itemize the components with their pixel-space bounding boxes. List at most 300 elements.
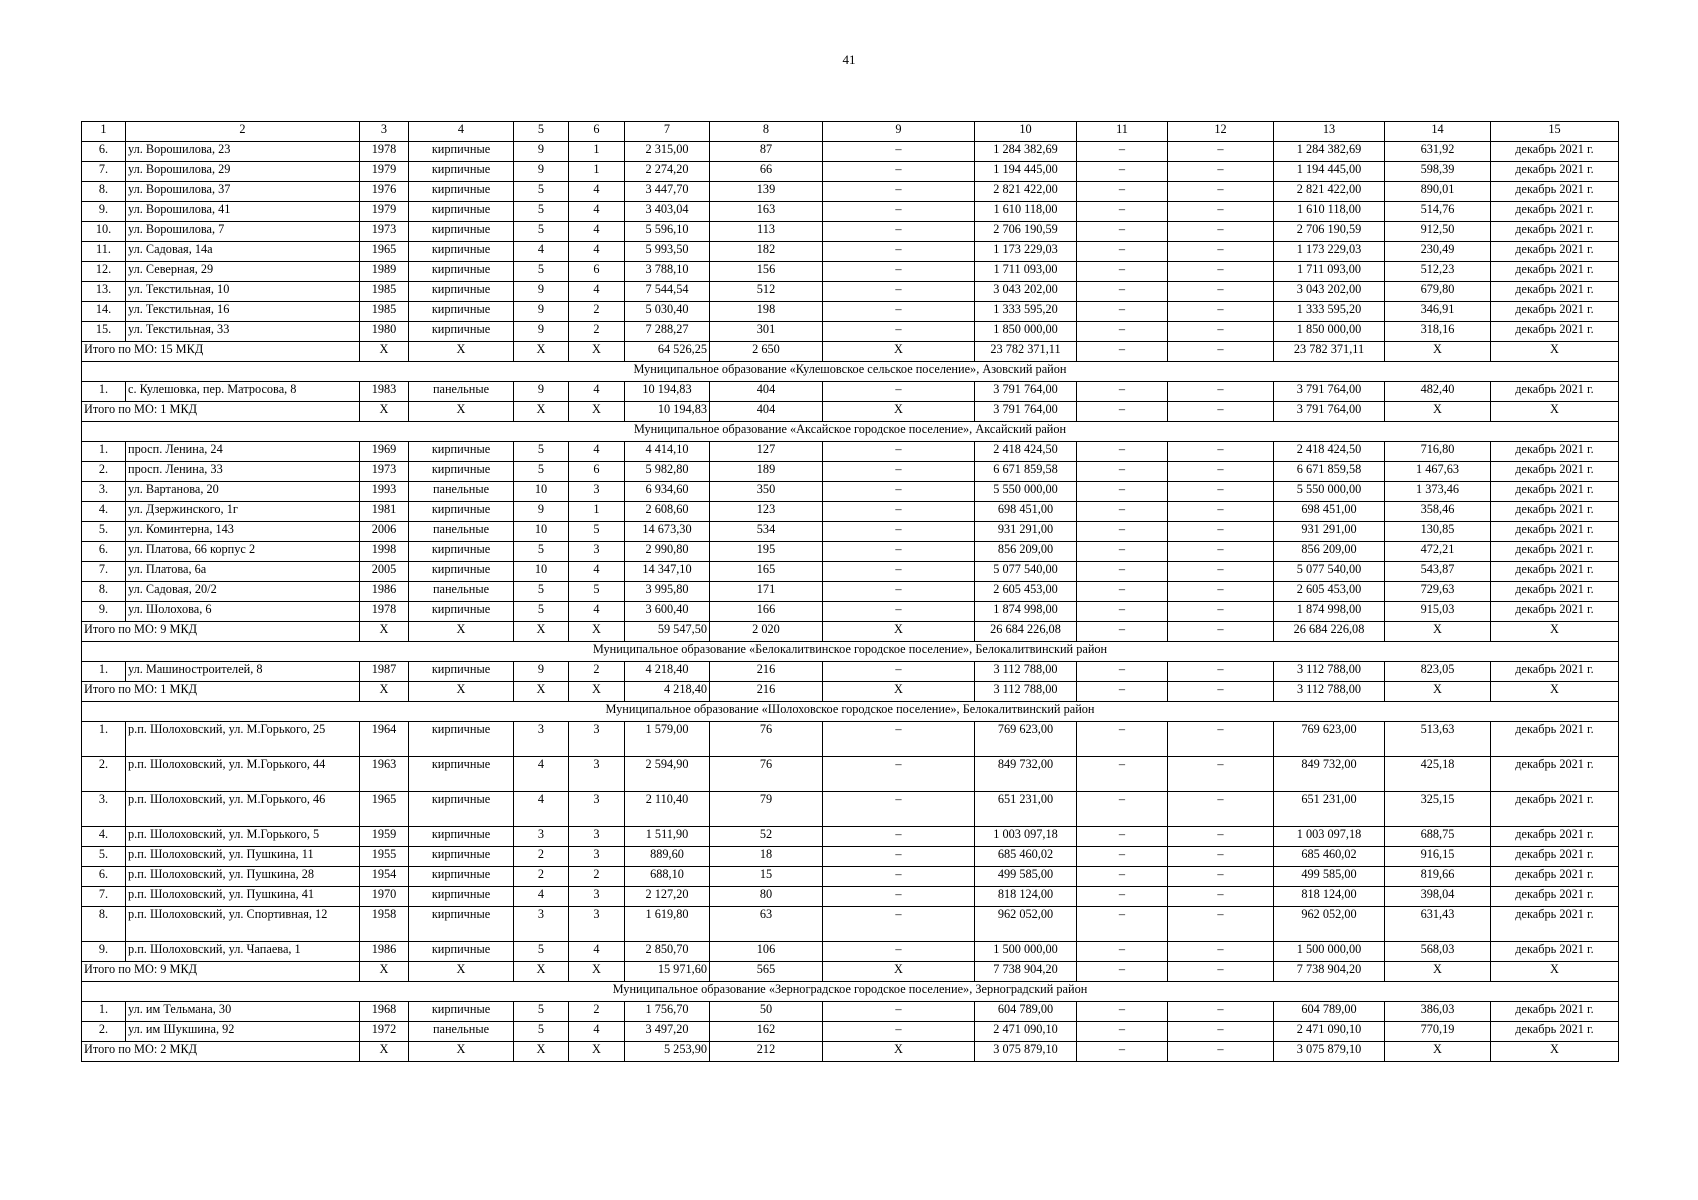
table-cell: 1987 — [360, 662, 409, 682]
table-cell: 2 — [569, 302, 625, 322]
table-cell: 7 544,54 — [625, 282, 710, 302]
table-cell: 5 — [514, 602, 569, 622]
table-cell: 2 821 422,00 — [975, 182, 1077, 202]
table-cell: 3 043 202,00 — [975, 282, 1077, 302]
header-cell: 8 — [710, 122, 823, 142]
table-cell: 162 — [710, 1022, 823, 1042]
table-cell: – — [823, 1022, 975, 1042]
table-row — [82, 542, 1619, 562]
table-cell: декабрь 2021 г. — [1491, 942, 1619, 962]
table-cell: 87 — [710, 142, 823, 162]
total-cell: X — [514, 682, 569, 702]
table-cell: 512 — [710, 282, 823, 302]
total-cell: X — [409, 402, 514, 422]
header-cell: 15 — [1491, 122, 1619, 142]
table-cell: 4 — [569, 442, 625, 462]
table-cell: 685 460,02 — [975, 847, 1077, 867]
table-cell: 6 — [569, 262, 625, 282]
table-cell: 4 — [569, 242, 625, 262]
table-cell: 9 — [514, 322, 569, 342]
table-cell: 818 124,00 — [1274, 887, 1385, 907]
table-cell: 14 673,30 — [625, 522, 710, 542]
table-cell: 651 231,00 — [1274, 792, 1385, 827]
table-cell: 350 — [710, 482, 823, 502]
table-cell: кирпичные — [409, 462, 514, 482]
total-row — [82, 682, 1619, 702]
table-cell: 4 — [514, 792, 569, 827]
table-cell: 1 500 000,00 — [975, 942, 1077, 962]
table-cell: 1979 — [360, 202, 409, 222]
table-cell: декабрь 2021 г. — [1491, 827, 1619, 847]
section-title: Муниципальное образование «Шолоховское городское поселение», Белокалитвинский район — [82, 702, 1619, 722]
table-cell: 3 — [569, 887, 625, 907]
total-cell: X — [823, 962, 975, 982]
total-cell: 2 020 — [710, 622, 823, 642]
table-cell: 11. — [82, 242, 126, 262]
table-cell: – — [1077, 722, 1168, 757]
table-cell: 5 — [569, 582, 625, 602]
table-cell: – — [823, 462, 975, 482]
total-cell: – — [1168, 1042, 1274, 1062]
table-cell: 2006 — [360, 522, 409, 542]
table-cell: – — [1077, 582, 1168, 602]
table-cell: 770,19 — [1385, 1022, 1491, 1042]
total-cell: X — [1491, 1042, 1619, 1062]
table-cell: 3 447,70 — [625, 182, 710, 202]
table-cell: 166 — [710, 602, 823, 622]
table-cell: – — [1168, 887, 1274, 907]
table-cell: – — [823, 162, 975, 182]
table-cell: кирпичные — [409, 847, 514, 867]
table-cell: – — [1077, 542, 1168, 562]
table-cell: – — [1168, 182, 1274, 202]
table-cell: – — [823, 722, 975, 757]
table-cell: кирпичные — [409, 262, 514, 282]
table-cell: декабрь 2021 г. — [1491, 867, 1619, 887]
total-cell: 4 218,40 — [625, 682, 710, 702]
table-cell: 5 — [514, 942, 569, 962]
table-cell: 849 732,00 — [1274, 757, 1385, 792]
table-cell: – — [1077, 887, 1168, 907]
table-cell: 1973 — [360, 462, 409, 482]
table-cell: 50 — [710, 1002, 823, 1022]
section-row — [82, 642, 1619, 662]
table-cell: декабрь 2021 г. — [1491, 462, 1619, 482]
total-cell: X — [1491, 682, 1619, 702]
table-cell: 1 — [569, 162, 625, 182]
table-cell: 631,92 — [1385, 142, 1491, 162]
table-cell: 1985 — [360, 302, 409, 322]
table-cell: 688,75 — [1385, 827, 1491, 847]
table-cell: декабрь 2021 г. — [1491, 162, 1619, 182]
table-cell: 1. — [82, 1002, 126, 1022]
table-cell: – — [823, 582, 975, 602]
table-cell: 15. — [82, 322, 126, 342]
table-cell: – — [1077, 142, 1168, 162]
table-cell: 5 993,50 — [625, 242, 710, 262]
table-cell: – — [1168, 582, 1274, 602]
table-cell: декабрь 2021 г. — [1491, 662, 1619, 682]
table-cell: – — [1077, 662, 1168, 682]
table-cell: 5 596,10 — [625, 222, 710, 242]
table-cell: 5 077 540,00 — [1274, 562, 1385, 582]
table-cell: кирпичные — [409, 792, 514, 827]
table-cell: 63 — [710, 907, 823, 942]
table-cell: р.п. Шолоховский, ул. М.Горького, 46 — [126, 792, 360, 827]
table-cell: р.п. Шолоховский, ул. М.Горького, 44 — [126, 757, 360, 792]
total-cell: X — [823, 682, 975, 702]
header-cell: 5 — [514, 122, 569, 142]
table-cell: просп. Ленина, 24 — [126, 442, 360, 462]
table-cell: 2 274,20 — [625, 162, 710, 182]
table-cell: р.п. Шолоховский, ул. Пушкина, 41 — [126, 887, 360, 907]
table-cell: декабрь 2021 г. — [1491, 482, 1619, 502]
table-cell: ул. Ворошилова, 41 — [126, 202, 360, 222]
table-row — [82, 792, 1619, 827]
table-cell: 9 — [514, 142, 569, 162]
table-cell: 962 052,00 — [1274, 907, 1385, 942]
table-cell: кирпичные — [409, 542, 514, 562]
table-cell: – — [1168, 522, 1274, 542]
table-cell: декабрь 2021 г. — [1491, 722, 1619, 757]
table-cell: кирпичные — [409, 502, 514, 522]
table-cell: – — [823, 542, 975, 562]
table-cell: кирпичные — [409, 142, 514, 162]
table-cell: – — [1168, 142, 1274, 162]
table-cell: панельные — [409, 482, 514, 502]
table-cell: 1955 — [360, 847, 409, 867]
table-cell: 685 460,02 — [1274, 847, 1385, 867]
table-cell: кирпичные — [409, 887, 514, 907]
table-cell: 76 — [710, 757, 823, 792]
table-cell: декабрь 2021 г. — [1491, 302, 1619, 322]
table-cell: 716,80 — [1385, 442, 1491, 462]
table-cell: 1 850 000,00 — [1274, 322, 1385, 342]
total-cell: X — [1385, 682, 1491, 702]
table-cell: – — [1077, 482, 1168, 502]
table-cell: 3. — [82, 792, 126, 827]
table-cell: 10 — [514, 482, 569, 502]
table-cell: – — [1077, 182, 1168, 202]
table-cell: 889,60 — [625, 847, 710, 867]
table-cell: – — [1077, 867, 1168, 887]
total-cell: X — [360, 1042, 409, 1062]
table-row — [82, 482, 1619, 502]
table-cell: 604 789,00 — [975, 1002, 1077, 1022]
table-cell: кирпичные — [409, 222, 514, 242]
table-cell: 2 850,70 — [625, 942, 710, 962]
table-cell: – — [1077, 847, 1168, 867]
table-cell: кирпичные — [409, 907, 514, 942]
table-cell: декабрь 2021 г. — [1491, 792, 1619, 827]
table-cell: – — [823, 562, 975, 582]
table-cell: 66 — [710, 162, 823, 182]
table-cell: 1986 — [360, 582, 409, 602]
table-row — [82, 1022, 1619, 1042]
table-cell: 4 — [569, 382, 625, 402]
table-cell: – — [1168, 847, 1274, 867]
table-cell: 1976 — [360, 182, 409, 202]
table-cell: 4 — [514, 757, 569, 792]
table-cell: 729,63 — [1385, 582, 1491, 602]
table-cell: декабрь 2021 г. — [1491, 1002, 1619, 1022]
total-cell: – — [1077, 1042, 1168, 1062]
table-row — [82, 442, 1619, 462]
total-cell: X — [569, 682, 625, 702]
total-cell: X — [823, 1042, 975, 1062]
total-cell: X — [823, 342, 975, 362]
table-cell: ул. Ворошилова, 29 — [126, 162, 360, 182]
table-cell: 1 874 998,00 — [1274, 602, 1385, 622]
total-cell: 216 — [710, 682, 823, 702]
table-cell: 3 788,10 — [625, 262, 710, 282]
table-cell: 5 — [514, 222, 569, 242]
total-cell: X — [1491, 342, 1619, 362]
total-cell: X — [409, 342, 514, 362]
table-cell: – — [1077, 442, 1168, 462]
table-cell: декабрь 2021 г. — [1491, 582, 1619, 602]
table-cell: – — [823, 302, 975, 322]
table-cell: кирпичные — [409, 942, 514, 962]
table-cell: – — [823, 847, 975, 867]
table-cell: 5 — [514, 1022, 569, 1042]
table-cell: – — [823, 907, 975, 942]
table-cell: 1 003 097,18 — [975, 827, 1077, 847]
table-cell: ул. Вартанова, 20 — [126, 482, 360, 502]
table-cell: 1 173 229,03 — [975, 242, 1077, 262]
table-cell: 3 — [569, 907, 625, 942]
table-cell: – — [1077, 262, 1168, 282]
table-cell: – — [1077, 222, 1168, 242]
total-cell: – — [1077, 342, 1168, 362]
table-cell: – — [1077, 602, 1168, 622]
total-cell: 3 075 879,10 — [1274, 1042, 1385, 1062]
table-cell: 1998 — [360, 542, 409, 562]
table-cell: – — [823, 282, 975, 302]
table-cell: 9 — [514, 382, 569, 402]
total-cell: X — [514, 342, 569, 362]
table-cell: 6 671 859,58 — [1274, 462, 1385, 482]
header-row — [82, 122, 1619, 142]
total-cell: X — [360, 622, 409, 642]
table-cell: 2 110,40 — [625, 792, 710, 827]
header-cell: 4 — [409, 122, 514, 142]
table-cell: 4 — [569, 202, 625, 222]
table-cell: 2 471 090,10 — [1274, 1022, 1385, 1042]
table-cell: 171 — [710, 582, 823, 602]
table-cell: 346,91 — [1385, 302, 1491, 322]
table-cell: 2 594,90 — [625, 757, 710, 792]
table-row — [82, 302, 1619, 322]
table-cell: 1 711 093,00 — [975, 262, 1077, 282]
table-cell: 2 127,20 — [625, 887, 710, 907]
table-cell: – — [1168, 1022, 1274, 1042]
total-cell: 3 791 764,00 — [975, 402, 1077, 422]
table-row — [82, 142, 1619, 162]
table-row — [82, 242, 1619, 262]
total-cell: X — [1385, 1042, 1491, 1062]
table-cell: декабрь 2021 г. — [1491, 202, 1619, 222]
table-cell: 3 403,04 — [625, 202, 710, 222]
total-cell: X — [360, 342, 409, 362]
table-cell: 1965 — [360, 792, 409, 827]
table-cell: 1970 — [360, 887, 409, 907]
table-cell: р.п. Шолоховский, ул. Спортивная, 12 — [126, 907, 360, 942]
table-cell: 9. — [82, 942, 126, 962]
table-cell: 1978 — [360, 602, 409, 622]
table-cell: панельные — [409, 1022, 514, 1042]
table-cell: 2 — [569, 662, 625, 682]
table-cell: кирпичные — [409, 202, 514, 222]
table-cell: – — [1077, 502, 1168, 522]
table-cell: 325,15 — [1385, 792, 1491, 827]
total-row — [82, 622, 1619, 642]
table-cell: – — [1168, 442, 1274, 462]
table-cell: – — [1077, 322, 1168, 342]
total-cell: 26 684 226,08 — [975, 622, 1077, 642]
table-cell: 1 619,80 — [625, 907, 710, 942]
table-cell: – — [823, 262, 975, 282]
table-cell: ул. им Шукшина, 92 — [126, 1022, 360, 1042]
table-cell: декабрь 2021 г. — [1491, 887, 1619, 907]
table-cell: 9. — [82, 202, 126, 222]
table-cell: 10. — [82, 222, 126, 242]
table-cell: 499 585,00 — [1274, 867, 1385, 887]
table-cell: – — [1168, 757, 1274, 792]
total-cell: X — [1385, 342, 1491, 362]
table-cell: ул. Коминтерна, 143 — [126, 522, 360, 542]
table-cell: 5 550 000,00 — [1274, 482, 1385, 502]
table-cell: 1 — [569, 502, 625, 522]
table-cell: 4 — [569, 562, 625, 582]
table-cell: 195 — [710, 542, 823, 562]
section-title: Муниципальное образование «Кулешовское сельское поселение», Азовский район — [82, 362, 1619, 382]
table-cell: – — [823, 442, 975, 462]
table-cell: – — [1077, 202, 1168, 222]
table-cell: 425,18 — [1385, 757, 1491, 792]
table-cell: 472,21 — [1385, 542, 1491, 562]
header-cell: 14 — [1385, 122, 1491, 142]
table-cell: кирпичные — [409, 602, 514, 622]
table-cell: 9 — [514, 662, 569, 682]
table-cell: 1 874 998,00 — [975, 602, 1077, 622]
table-cell: 10 194,83 — [625, 382, 710, 402]
table-cell: 818 124,00 — [975, 887, 1077, 907]
table-cell: 5. — [82, 522, 126, 542]
table-cell: декабрь 2021 г. — [1491, 382, 1619, 402]
table-row — [82, 887, 1619, 907]
table-cell: – — [1168, 907, 1274, 942]
total-label: Итого по МО: 2 МКД — [82, 1042, 360, 1062]
table-cell: 912,50 — [1385, 222, 1491, 242]
table-cell: 916,15 — [1385, 847, 1491, 867]
table-row — [82, 757, 1619, 792]
total-cell: 7 738 904,20 — [1274, 962, 1385, 982]
table-cell: 123 — [710, 502, 823, 522]
table-cell: 386,03 — [1385, 1002, 1491, 1022]
table-cell: 3 — [569, 847, 625, 867]
table-cell: декабрь 2021 г. — [1491, 282, 1619, 302]
total-row — [82, 1042, 1619, 1062]
table-cell: – — [823, 867, 975, 887]
table-cell: просп. Ленина, 33 — [126, 462, 360, 482]
table-row — [82, 382, 1619, 402]
table-cell: – — [823, 222, 975, 242]
table-cell: 3 600,40 — [625, 602, 710, 622]
table-cell: 130,85 — [1385, 522, 1491, 542]
table-cell: 1 610 118,00 — [1274, 202, 1385, 222]
table-cell: декабрь 2021 г. — [1491, 222, 1619, 242]
table-cell: – — [823, 942, 975, 962]
total-cell: X — [409, 1042, 514, 1062]
table-cell: 4 — [569, 602, 625, 622]
table-cell: 7. — [82, 887, 126, 907]
table-cell: 9 — [514, 162, 569, 182]
table-cell: 2 605 453,00 — [1274, 582, 1385, 602]
total-cell: X — [1385, 622, 1491, 642]
table-cell: 5 982,80 — [625, 462, 710, 482]
table-cell: 2 — [569, 322, 625, 342]
table-cell: 9 — [514, 302, 569, 322]
table-cell: 5 — [514, 462, 569, 482]
table-cell: – — [1168, 382, 1274, 402]
table-cell: 2. — [82, 1022, 126, 1042]
table-cell: 890,01 — [1385, 182, 1491, 202]
table-cell: декабрь 2021 г. — [1491, 847, 1619, 867]
table-cell: 513,63 — [1385, 722, 1491, 757]
table-cell: 5 077 540,00 — [975, 562, 1077, 582]
header-cell: 3 — [360, 122, 409, 142]
table-cell: 5 — [514, 182, 569, 202]
total-cell: 59 547,50 — [625, 622, 710, 642]
table-cell: 182 — [710, 242, 823, 262]
header-cell: 12 — [1168, 122, 1274, 142]
table-cell: декабрь 2021 г. — [1491, 262, 1619, 282]
table-cell: 1959 — [360, 827, 409, 847]
total-cell: 2 650 — [710, 342, 823, 362]
table-row — [82, 282, 1619, 302]
table-cell: – — [1168, 662, 1274, 682]
table-cell: 156 — [710, 262, 823, 282]
table-cell: – — [823, 182, 975, 202]
table-cell: 1980 — [360, 322, 409, 342]
total-cell: X — [360, 962, 409, 982]
table-cell: 598,39 — [1385, 162, 1491, 182]
total-cell: X — [1385, 962, 1491, 982]
table-cell: – — [1168, 262, 1274, 282]
table-cell: 1 194 445,00 — [975, 162, 1077, 182]
table-cell: 2 608,60 — [625, 502, 710, 522]
table-cell: 165 — [710, 562, 823, 582]
table-cell: 9. — [82, 602, 126, 622]
table-cell: 3 497,20 — [625, 1022, 710, 1042]
table-cell: – — [823, 522, 975, 542]
table-cell: ул. им Тельмана, 30 — [126, 1002, 360, 1022]
total-cell: – — [1077, 682, 1168, 702]
table-cell: 10 — [514, 562, 569, 582]
table-cell: панельные — [409, 382, 514, 402]
table-cell: 6. — [82, 542, 126, 562]
table-cell: – — [1077, 382, 1168, 402]
table-cell: кирпичные — [409, 242, 514, 262]
table-cell: 3 — [569, 827, 625, 847]
table-cell: 1 373,46 — [1385, 482, 1491, 502]
table-cell: 198 — [710, 302, 823, 322]
section-title: Муниципальное образование «Белокалитвинское городское поселение», Белокалитвинский район — [82, 642, 1619, 662]
table-cell: – — [1077, 562, 1168, 582]
total-cell: 26 684 226,08 — [1274, 622, 1385, 642]
table-cell: – — [1077, 1002, 1168, 1022]
